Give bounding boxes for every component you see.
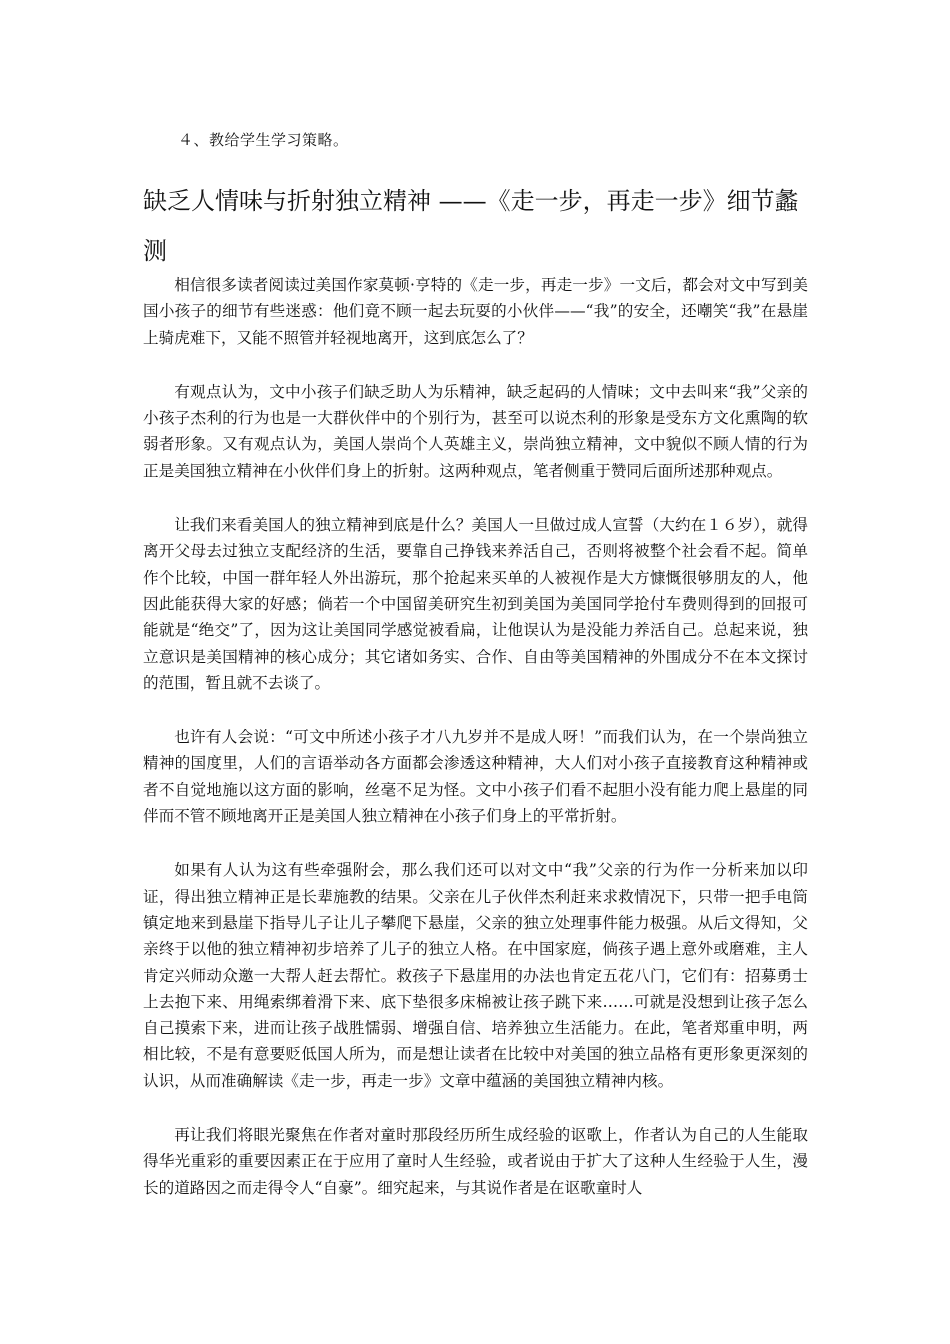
- list-item-strategy: ４、教给学生学习策略。: [178, 131, 349, 149]
- paragraph: 也许有人会说：“可文中所述小孩子才八九岁并不是成人呀！”而我们认为，在一个崇尚独立精神的国度里，人们的言语举动各方面都会渗透这种精神，大人们对小孩子直接教育这种精神或者不自觉地施以这方面的影响，丝毫不足为怪。文中小孩子们看不起胆小没有能力爬上悬崖的同伴而不管不顾地离开正是美国人独立精神在小孩子们身上的平常折射。: [143, 728, 808, 826]
- paragraph: 有观点认为，文中小孩子们缺乏助人为乐精神，缺乏起码的人情味；文中去叫来“我”父亲的小孩子杰利的行为也是一大群伙伴中的个别行为，甚至可以说杰利的形象是受东方文化熏陶的软弱者形象。又有观点认为，美国人崇尚个人英雄主义，崇尚独立精神，文中貌似不顾人情的行为正是美国独立精神在小伙伴们身上的折射。这两种观点，笔者侧重于赞同后面所述那种观点。: [143, 382, 808, 480]
- paragraph: 相信很多读者阅读过美国作家莫顿·亨特的《走一步，再走一步》一文后，都会对文中写到美国小孩子的细节有些迷惑：他们竟不顾一起去玩耍的小伙伴——“我”的安全，还嘲笑“我”在悬崖上骑虎难下，又能不照管并轻视地离开，这到底怎么了？: [143, 276, 808, 347]
- article-body: [143, 272, 808, 1229]
- paragraph: 让我们来看美国人的独立精神到底是什么？美国人一旦做过成人宣誓（大约在１６岁），就得离开父母去过独立支配经济的生活，要靠自己挣钱来养活自己，否则将被整个社会看不起。简单作个比较，中国一群年轻人外出游玩，那个抢起来买单的人被视作是大方慷慨很够朋友的人，他因此能获得大家的好感；倘若一个中国留美研究生初到美国为美国同学抢付车费则得到的回报可能就是“绝交”了，因为这让美国同学感觉被看扁，让他误认为是没能力养活自己。总起来说，独立意识是美国精神的核心成分；其它诸如务实、合作、自由等美国精神的外围成分不在本文探讨的范围，暂且就不去谈了。: [143, 516, 808, 692]
- paragraph: 如果有人认为这有些牵强附会，那么我们还可以对文中“我”父亲的行为作一分析来加以印证，得出独立精神正是长辈施教的结果。父亲在儿子伙伴杰利赶来求救情况下，只带一把手电筒镇定地来到悬崖下指导儿子让儿子攀爬下悬崖，父亲的独立处理事件能力极强。从后文得知，父亲终于以他的独立精神初步培养了儿子的独立人格。在中国家庭，倘孩子遇上意外或磨难，主人肯定兴师动众邀一大帮人赶去帮忙。救孩子下悬崖用的办法也肯定五花八门，它们有：招募勇士上去抱下来、用绳索绑着滑下来、底下垫很多床棉被让孩子跳下来……可就是没想到让孩子怎么自己摸索下来，进而让孩子战胜懦弱、增强自信、培养独立生活能力。在此，笔者郑重申明，两相比较，不是有意要贬低国人所为，而是想让读者在比较中对美国的独立品格有更形象更深刻的认识，从而准确解读《走一步，再走一步》文章中蕴涵的美国独立精神内核。: [143, 861, 808, 1090]
- article-title: 缺乏人情味与折射独立精神 ——《走一步，再走一步》细节蠡测: [143, 187, 799, 265]
- paragraph: 再让我们将眼光聚焦在作者对童时那段经历所生成经验的讴歌上，作者认为自己的人生能取得华光重彩的重要因素正在于应用了童时人生经验，或者说由于扩大了这种人生经验于人生，漫长的道路因之而走得令人“自豪”。细究起来，与其说作者是在讴歌童时人: [143, 1126, 808, 1197]
